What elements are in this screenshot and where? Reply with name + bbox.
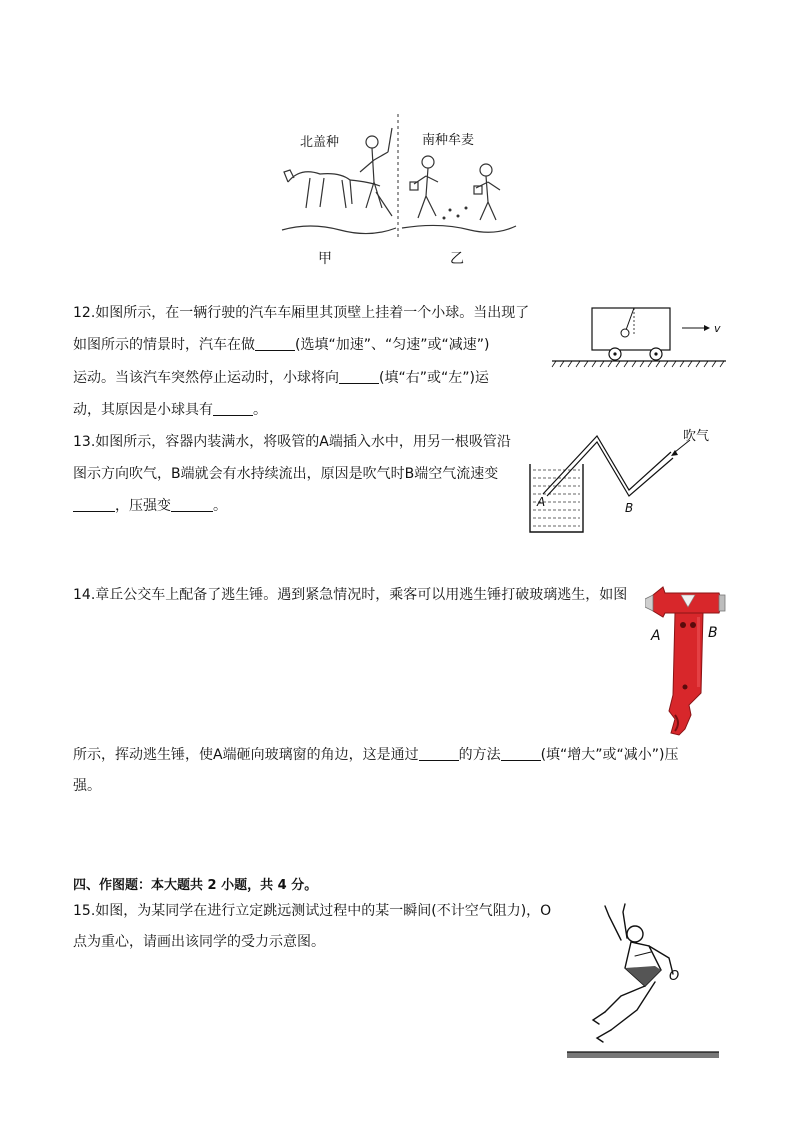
q12-blank-3[interactable] [213,401,253,416]
q14-blank-2[interactable] [501,746,541,761]
figure-label-jia: 甲 [318,251,332,267]
q12-line3-text-a: 运动。当该汽车突然停止运动时，小球将向 [73,370,339,386]
hammer-b-label: B [708,625,718,641]
hammer-a-label: A [651,628,661,644]
q14-line3: 强。 [73,778,101,794]
q12-line2 [73,331,489,360]
q15-line1: 15.如图，为某同学在进行立定跳远测试过程中的某一瞬间(不计空气阻力)，O [73,903,552,919]
blow-label: 吹气 [683,429,710,444]
figure-label-yi: 乙 [450,251,464,267]
q13-blank-1[interactable] [73,497,115,512]
safety-hammer [645,583,730,743]
velocity-label: v [714,322,721,335]
long-jump-athlete [565,900,725,1065]
q12-car-figure [550,300,730,372]
q14-line2-text-b: 的方法 [458,747,501,763]
q12-line4-text-b: 。 [253,402,267,418]
q12-line3 [73,364,489,393]
q12-line1: 12.如图所示，在一辆行驶的汽车车厢里其顶壁上挂着一个小球。当出现了 [73,305,530,321]
q12-line4-text-a: 动，其原因是小球具有 [73,402,213,418]
center-of-gravity-label: O [669,969,680,984]
straw-diagram [525,428,725,538]
right-caption: 南种牟麦 [422,133,475,148]
q12-line4 [73,396,267,425]
q14-hammer-figure [645,583,730,743]
q13-line1: 13.如图所示，容器内装满水，将吸管的A端插入水中，用另一根吸管沿 [73,434,511,450]
q13-line3-text-a: ，压强变 [115,498,171,514]
point-a-label: A [537,495,546,509]
q13-blank-2[interactable] [171,497,213,512]
farming-figure [280,112,518,242]
q14-blank-1[interactable] [419,746,459,761]
q12-line3-text-b: (填“右”或“左”)运 [379,370,489,386]
farming-illustration [280,112,518,242]
q13-straw-figure [525,428,725,538]
q15-jumper-figure [565,900,725,1065]
q14-line1: 14.章丘公交车上配备了逃生锤。遇到紧急情况时，乘客可以用逃生锤打破玻璃逃生，如图 [73,587,628,603]
q15-line2: 点为重心，请画出该同学的受力示意图。 [73,934,325,950]
left-caption: 北盖种 [300,135,340,150]
point-b-label: B [625,501,634,515]
q12-blank-2[interactable] [339,369,379,384]
q12-blank-1[interactable] [255,336,295,351]
q14-line2-text-c: (填“增大”或“减小”)压 [540,747,679,763]
section4-header: 四、作图题：本大题共 2 小题，共 4 分。 [73,878,318,893]
q12-line2-text-b: (选填“加速”、“匀速”或“减速”) [295,337,490,353]
q14-line2 [73,741,679,770]
car-diagram [550,300,730,372]
q13-line3-text-b: 。 [213,498,227,514]
q12-line2-text-a: 如图所示的情景时，汽车在做 [73,337,255,353]
q13-line2: 图示方向吹气，B端就会有水持续流出，原因是吹气时B端空气流速变 [73,466,499,482]
q14-line2-text-a: 所示，挥动逃生锤，使A端砸向玻璃窗的角边，这是通过 [73,747,419,763]
q13-line3 [73,492,227,521]
